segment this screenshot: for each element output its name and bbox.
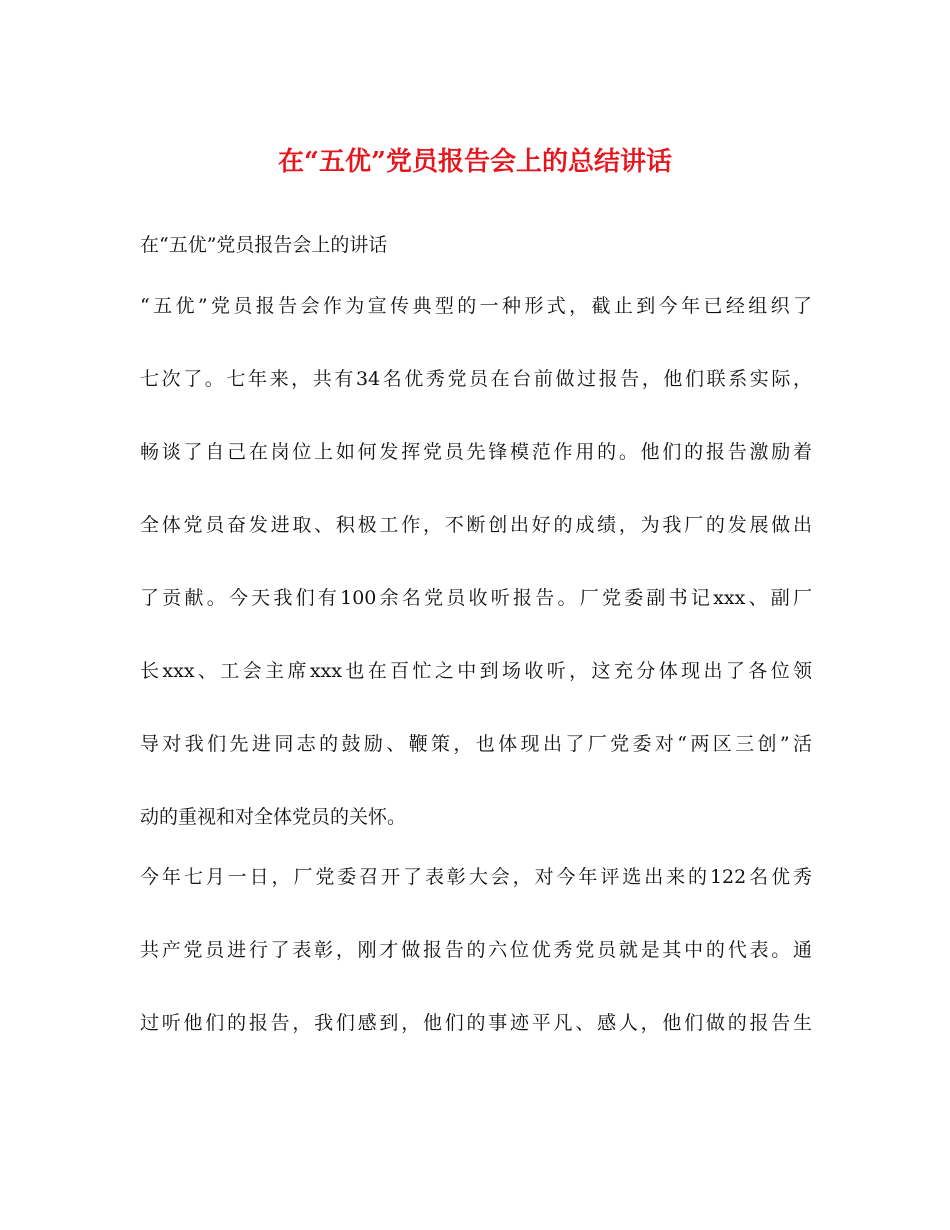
paragraph-1-line-8: 动的重视和对全体党员的关怀。 (140, 806, 407, 828)
paragraph-1-line-2: 七次了。七年来，共有34名优秀党员在台前做过报告，他们联系实际， (140, 368, 812, 390)
paragraph-1-line-7: 导对我们先进同志的鼓励、鞭策，也体现出了厂党委对“两区三创”活 (140, 733, 812, 755)
document-subtitle: 在“五优”党员报告会上的讲话 (140, 234, 388, 256)
paragraph-1-line-1: “五优”党员报告会作为宣传典型的一种形式，截止到今年已经组织了 (140, 295, 812, 317)
paragraph-2-line-3: 过听他们的报告，我们感到，他们的事迹平凡、感人，他们做的报告生 (140, 1012, 812, 1034)
paragraph-1-line-3: 畅谈了自己在岗位上如何发挥党员先锋模范作用的。他们的报告激励着 (140, 441, 812, 463)
paragraph-1-line-4: 全体党员奋发进取、积极工作，不断创出好的成绩，为我厂的发展做出 (140, 514, 812, 536)
document-title: 在“五优”党员报告会上的总结讲话 (278, 147, 672, 177)
paragraph-2-line-1: 今年七月一日，厂党委召开了表彰大会，对今年评选出来的122名优秀 (140, 866, 812, 888)
paragraph-1-line-5: 了贡献。今天我们有100余名党员收听报告。厂党委副书记xxx、副厂 (140, 587, 812, 609)
paragraph-2-line-2: 共产党员进行了表彰，刚才做报告的六位优秀党员就是其中的代表。通 (140, 939, 812, 961)
paragraph-1-line-6: 长xxx、工会主席xxx也在百忙之中到场收听，这充分体现出了各位领 (140, 660, 812, 682)
